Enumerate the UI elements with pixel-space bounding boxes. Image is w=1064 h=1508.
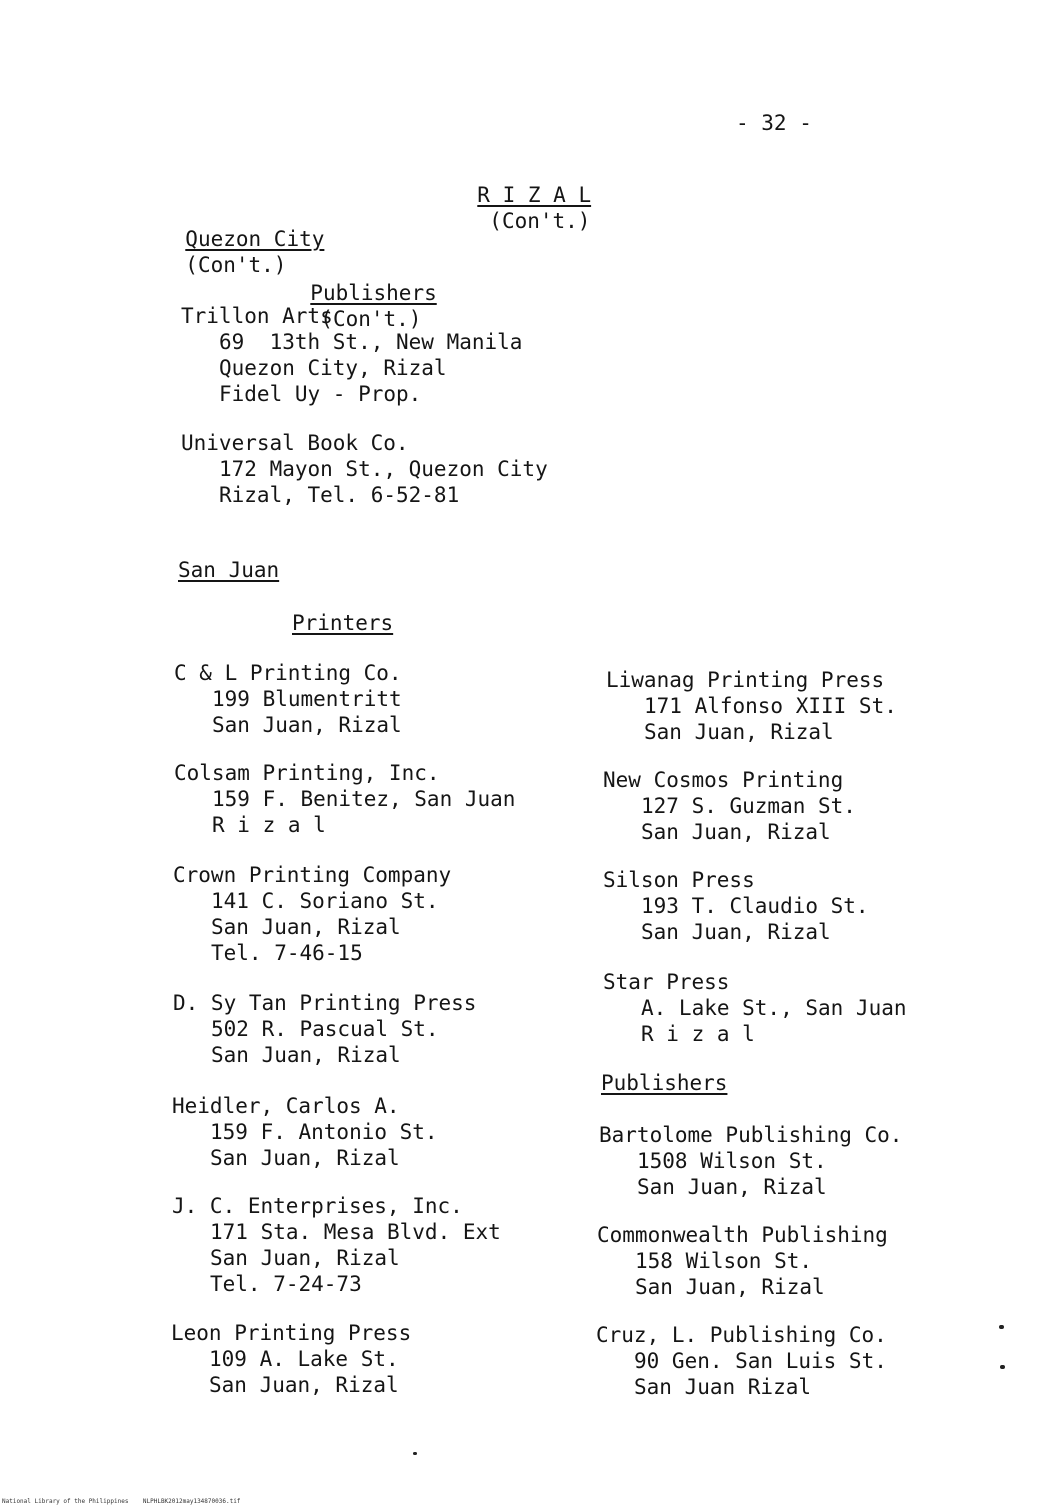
entry-line: 159 F. Antonio St. [210,1120,438,1144]
entry-name: C & L Printing Co. [174,661,402,685]
entry-name: Colsam Printing, Inc. [174,761,440,785]
entry-line: San Juan, Rizal [641,920,831,944]
publishers-cont-title: Publishers [310,281,437,305]
list-item [173,990,476,1068]
list-item [597,1222,888,1300]
entry-line: 90 Gen. San Luis St. [634,1349,887,1373]
list-item [606,667,897,745]
entry-name: Silson Press [603,868,755,892]
list-item [172,1193,501,1297]
scan-speck [413,1452,417,1455]
publishers-cont-suffix: (Con't.) [320,307,422,331]
entry-line: San Juan, Rizal [211,1043,401,1067]
entry-line: 159 F. Benitez, San Juan [212,787,516,811]
header-suffix: (Con't.) [489,209,591,233]
entry-name: Liwanag Printing Press [606,668,885,692]
entry-name: Star Press [603,970,730,994]
entry-line: 171 Sta. Mesa Blvd. Ext [210,1220,501,1244]
list-item [181,430,548,508]
entry-line: R i z a l [212,813,326,837]
entry-line: Tel. 7-46-15 [211,941,363,965]
entry-line: San Juan, Rizal [211,915,401,939]
entry-line: 172 Mayon St., Quezon City [219,457,548,481]
list-item [181,303,522,407]
entry-name: Trillon Arts [181,304,333,328]
entry-name: J. C. Enterprises, Inc. [172,1194,463,1218]
list-item [603,969,907,1047]
list-item [603,867,869,945]
list-item [172,1093,438,1171]
entry-line: San Juan, Rizal [212,713,402,737]
entry-name: New Cosmos Printing [603,768,844,792]
entry-name: D. Sy Tan Printing Press [173,991,477,1015]
entry-line: 69 13th St., New Manila [219,330,523,354]
entry-name: Cruz, L. Publishing Co. [596,1323,887,1347]
entry-line: San Juan, Rizal [209,1373,399,1397]
entry-line: Tel. 7-24-73 [210,1272,362,1296]
entry-line: 502 R. Pascual St. [211,1017,439,1041]
entry-name: Leon Printing Press [171,1321,412,1345]
section-quezon-suffix: (Con't.) [185,253,287,277]
entry-line: San Juan, Rizal [644,720,834,744]
entry-line: Quezon City, Rizal [219,356,447,380]
entry-line: 199 Blumentritt [212,687,402,711]
entry-name: Commonwealth Publishing [597,1223,888,1247]
section-quezon-title: Quezon City [185,227,325,251]
entry-line: San Juan, Rizal [641,820,831,844]
entry-line: San Juan Rizal [634,1375,812,1399]
entry-line: Fidel Uy - Prop. [219,382,422,406]
entry-line: 141 C. Soriano St. [211,889,439,913]
entry-line: 158 Wilson St. [635,1249,813,1273]
entry-line: R i z a l [641,1022,755,1046]
list-item [173,862,451,966]
entry-line: Rizal, Tel. 6-52-81 [219,483,460,507]
entry-name: Heidler, Carlos A. [172,1094,400,1118]
list-item [596,1322,887,1400]
entry-line: San Juan, Rizal [635,1275,825,1299]
section-san-juan-title: San Juan [178,558,280,582]
entry-line: A. Lake St., San Juan [641,996,907,1020]
list-item [603,767,856,845]
list-item [599,1122,902,1200]
entry-line: 193 T. Claudio St. [641,894,869,918]
entry-line: San Juan, Rizal [637,1175,827,1199]
entry-line: 127 S. Guzman St. [641,794,856,818]
scan-speck [999,1325,1004,1329]
list-item [174,760,515,838]
page-number: - 32 - [736,111,812,135]
entry-name: Universal Book Co. [181,431,409,455]
entry-name: Crown Printing Company [173,863,452,887]
entry-line: San Juan, Rizal [210,1146,400,1170]
printers-heading: Printers [292,611,394,635]
entry-line: 171 Alfonso XIII St. [644,694,897,718]
entry-line: 109 A. Lake St. [209,1347,399,1371]
list-item [174,660,402,738]
page-header [452,156,591,234]
entry-line: San Juan, Rizal [210,1246,400,1270]
entry-name: Bartolome Publishing Co. [599,1123,903,1147]
publishers-heading: Publishers [601,1071,728,1095]
entry-line: 1508 Wilson St. [637,1149,827,1173]
scan-speck [1000,1365,1005,1369]
scan-footer: National Library of the Philippines NLPHLBK2012may134870036.tif [2,1498,241,1505]
list-item [171,1320,411,1398]
header-title: R I Z A L [477,183,592,207]
